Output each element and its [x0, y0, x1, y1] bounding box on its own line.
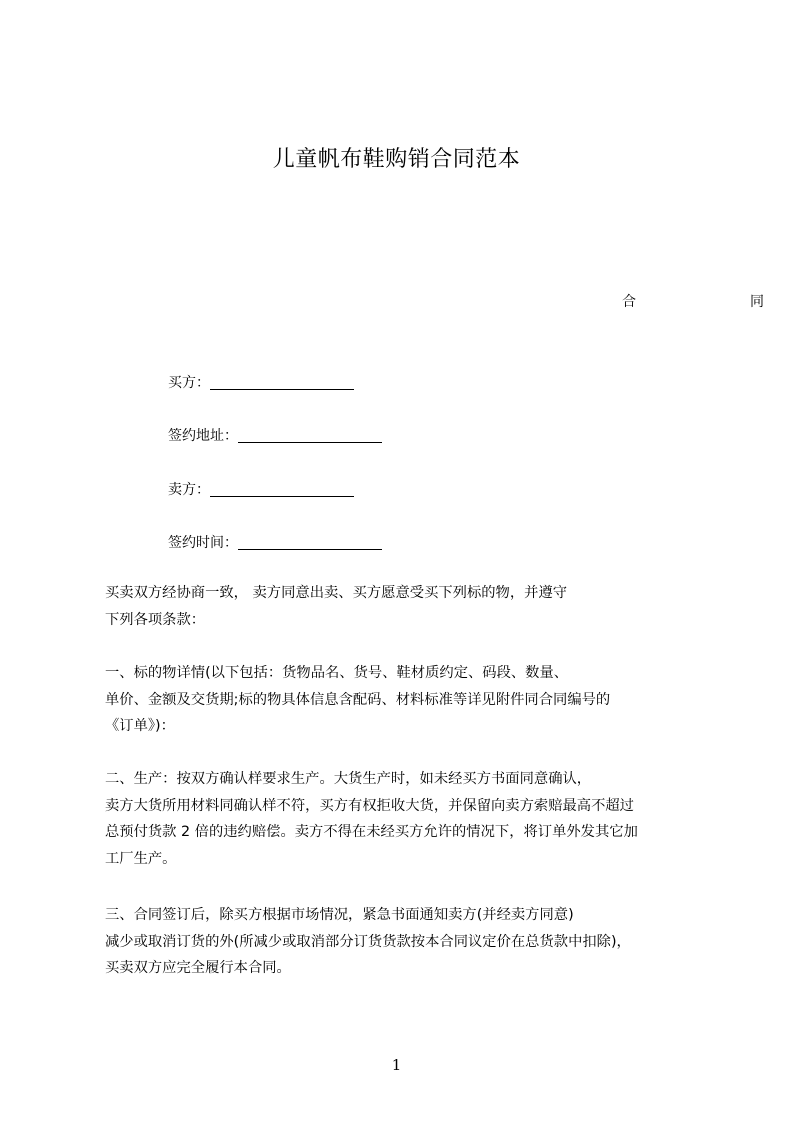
field-label: 签约时间：	[168, 535, 238, 551]
paragraph-line: 一、标的物详情(以下包括：货物品名、货号、鞋材质约定、码段、数量、	[105, 665, 569, 681]
paragraph-line: 三、合同签订后，除买方根据市场情况，紧急书面通知卖方(并经卖方同意)	[105, 907, 574, 923]
clause-3-paragraph	[105, 902, 700, 982]
field-label: 签约地址：	[168, 428, 238, 444]
contract-label-right: 同	[750, 294, 764, 310]
paragraph-line: 二、生产：按双方确认样要求生产。大货生产时，如未经买方书面同意确认，	[105, 771, 592, 787]
paragraph-line: 卖方大货所用材料同确认样不符，买方有权拒收大货，并保留向卖方索赔最高不超过	[105, 797, 634, 814]
clause-1-paragraph	[105, 660, 700, 740]
paragraph-line: 《订单》)：	[105, 718, 175, 734]
field-blank[interactable]	[238, 535, 382, 550]
paragraph-line: 单价、金额及交货期;标的物具体信息含配码、材料标准等详见附件同合同编号的	[105, 691, 611, 708]
field-signing-address	[168, 425, 382, 445]
field-buyer	[168, 372, 354, 392]
paragraph-line: 减少或取消订货的外(所减少或取消部分订货货款按本合同议定价在总货款中扣除)，	[105, 933, 631, 950]
field-blank[interactable]	[238, 428, 382, 443]
paragraph-line: 下列各项条款：	[105, 611, 206, 628]
field-label: 买方：	[168, 375, 210, 391]
page-number: 1	[391, 1056, 402, 1074]
field-label: 卖方：	[168, 482, 210, 498]
field-blank[interactable]	[210, 482, 354, 497]
field-signing-time	[168, 532, 382, 552]
paragraph-line: 买卖双方经协商一致， 卖方同意出卖、买方愿意受买下列标的物，并遵守	[105, 585, 568, 601]
paragraph-line: 总预付货款 2 倍的违约赔偿。卖方不得在未经买方允许的情况下，将订单外发其它加	[105, 824, 638, 840]
paragraph-line: 工厂生产。	[105, 850, 177, 867]
intro-paragraph	[105, 580, 700, 633]
clause-2-paragraph	[105, 766, 700, 872]
document-title: 儿童帆布鞋购销合同范本	[272, 147, 521, 172]
paragraph-line: 买卖双方应完全履行本合同。	[105, 960, 291, 976]
field-blank[interactable]	[210, 375, 354, 390]
contract-label-left: 合	[622, 294, 636, 310]
field-seller	[168, 479, 354, 499]
